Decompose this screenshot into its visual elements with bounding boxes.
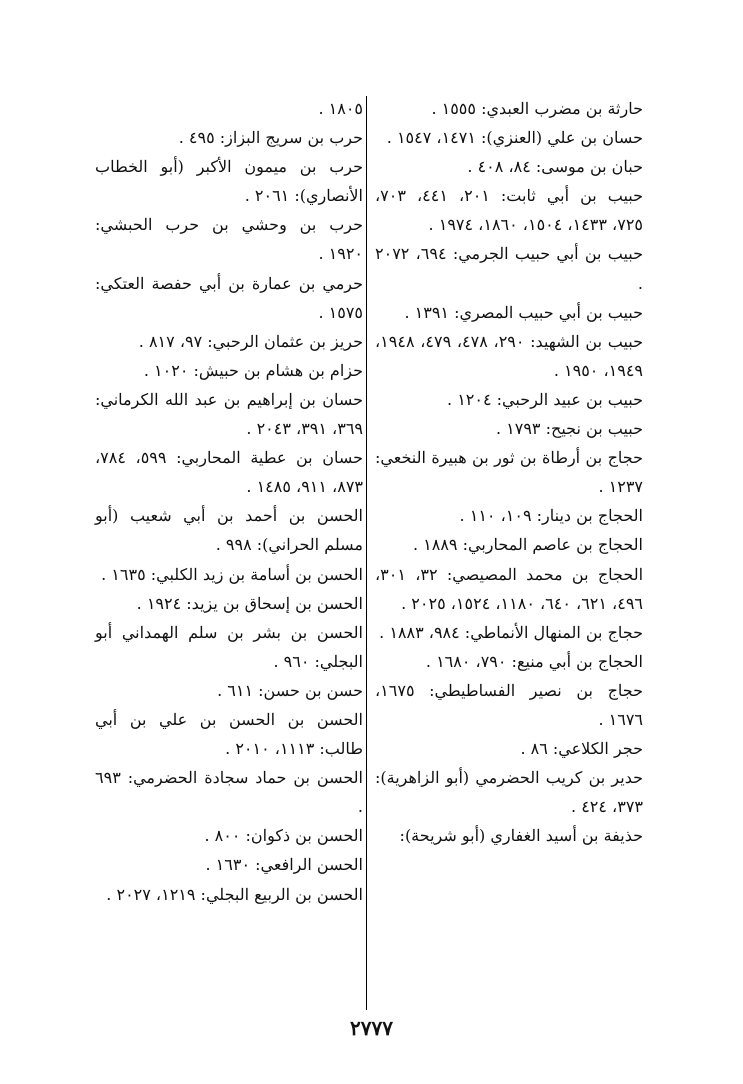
index-entry: الحسن الرافعي: ١٦٣٠ .	[205, 855, 363, 875]
index-entry: حبيب بن نجيح: ١٧٩٣ .	[495, 419, 643, 439]
index-entry: حسان بن إبراهيم بن عبد الله الكرماني: ٣٦٩، ٣٩١، ٢٠٤٣ .	[95, 389, 363, 439]
right-index-column	[375, 94, 643, 850]
index-entry: الحجاج بن دينار: ١٠٩، ١١٠ .	[459, 506, 643, 526]
index-entry: حبيب بن أبي ثابت: ٢٠١، ٤٤١، ٧٠٣، ٧٢٥، ١٤٣٣، ١٥٠٤، ١٨٦٠، ١٩٧٤ .	[375, 186, 643, 235]
index-entry: حدير بن كريب الحضرمي (أبو الزاهرية): ٣٧٣، ٤٢٤ .	[375, 768, 643, 817]
index-entry: حرب بن سريج البزاز: ٤٩٥ .	[178, 128, 363, 148]
index-entry: حريز بن عثمان الرحبي: ٩٧، ٨١٧ .	[138, 331, 363, 351]
index-entry: حزام بن هشام بن حبيش: ١٠٢٠ .	[143, 360, 363, 380]
index-entry: حبيب بن أبي حبيب الجرمي: ٦٩٤، ٢٠٧٢ .	[375, 244, 643, 293]
index-entry: الحسن بن أحمد بن أبي شعيب (أبو مسلم الحراني): ٩٩٨ .	[95, 506, 363, 555]
index-entry: الحسن بن الحسن بن علي بن أبي طالب: ١١١٣، ٢٠١٠ .	[95, 709, 363, 759]
index-entry: حبيب بن أبي حبيب المصري: ١٣٩١ .	[404, 302, 643, 322]
index-entry: حبيب بن عبيد الرحبي: ١٢٠٤ .	[447, 389, 643, 409]
index-entry: الحسن بن إسحاق بن يزيد: ١٩٢٤ .	[136, 593, 363, 613]
left-index-column	[95, 94, 363, 909]
index-entry: حبان بن موسى: ٨٤، ٤٠٨ .	[467, 157, 643, 177]
index-entry: الحسن بن أسامة بن زيد الكلبي: ١٦٣٥ .	[101, 564, 363, 584]
index-entry: الحجاج بن أبي منيع: ٧٩٠، ١٦٨٠ .	[425, 651, 643, 671]
index-entry: حسن بن حسن: ٦١١ .	[217, 680, 363, 700]
index-entry: حرب بن ميمون الأكبر (أبو الخطاب الأنصاري): ٢٠٦١ .	[95, 157, 363, 206]
index-entry: الحسن بن ذكوان: ٨٠٠ .	[204, 826, 363, 846]
index-entry: حسان بن عطية المحاربي: ٥٩٩، ٧٨٤، ٨٧٣، ٩١١، ١٤٨٥ .	[95, 448, 363, 497]
index-entry: الحجاج بن عاصم المحاربي: ١٨٨٩ .	[412, 535, 643, 555]
index-entry: حارثة بن مضرب العبدي: ١٥٥٥ .	[431, 99, 643, 118]
index-entry: حبيب بن الشهيد: ٢٩٠، ٤٧٨، ٤٧٩، ١٩٤٨، ١٩٤٩، ١٩٥٠ .	[375, 331, 644, 380]
index-entry: حرمي بن عمارة بن أبي حفصة العتكي: ١٥٧٥ .	[95, 273, 363, 322]
index-entry: الحجاج بن محمد المصيصي: ٣٢، ٣٠١، ٤٩٦، ٦٢١، ٦٤٠، ١١٨٠، ١٥٢٤، ٢٠٢٥ .	[375, 564, 644, 613]
index-entry: حسان بن علي (العنزي): ١٤٧١، ١٥٤٧ .	[386, 128, 643, 148]
index-entry: حجاج بن نصير الفساطيطي: ١٦٧٥، ١٦٧٦ .	[375, 680, 643, 729]
index-entry: حجاج بن أرطاة بن ثور بن هبيرة النخعي: ١٢٣٧ .	[375, 448, 643, 497]
index-entry: حرب بن وحشي بن حرب الحبشي: ١٩٢٠ .	[95, 215, 363, 264]
index-entry: حجر الكلاعي: ٨٦ .	[520, 739, 643, 759]
index-entry: الحسن بن حماد سجادة الحضرمي: ٦٩٣ .	[95, 768, 363, 817]
index-entry: ١٨٠٥ .	[318, 99, 363, 118]
index-entry: حذيفة بن أسيد الغفاري (أبو شريحة):	[399, 826, 643, 846]
index-entry: الحسن بن بشر بن سلم الهمداني أبو البجلي: ٩٦٠ .	[95, 622, 363, 671]
index-entry: حجاج بن المنهال الأنماطي: ٩٨٤، ١٨٨٣ .	[379, 622, 643, 642]
page-number: ٢٧٧٧	[350, 1016, 393, 1040]
column-divider	[366, 96, 367, 1010]
index-entry: الحسن بن الربيع البجلي: ١٢١٩، ٢٠٢٧ .	[106, 884, 363, 904]
